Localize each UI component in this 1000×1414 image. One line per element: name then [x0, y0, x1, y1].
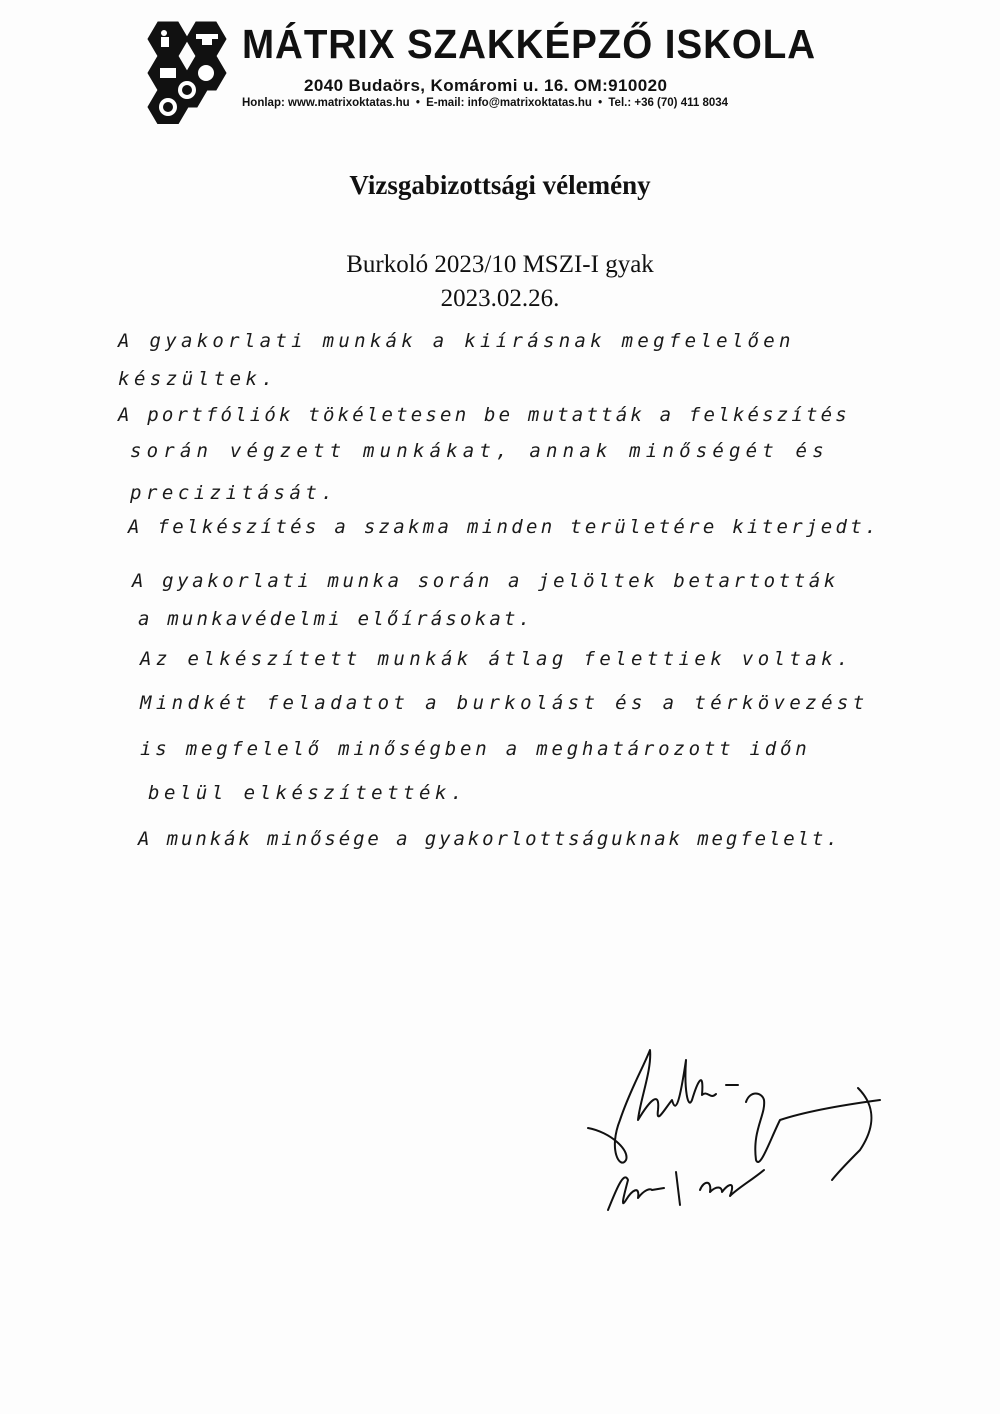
contact-line	[242, 97, 728, 109]
document-subtitle	[0, 248, 1000, 316]
phone-text: Tel.: +36 (70) 411 8034	[608, 97, 729, 109]
letterhead	[134, 20, 874, 130]
email-text: E-mail: info@matrixoktatas.hu	[426, 97, 592, 109]
handwritten-signature-icon	[580, 1040, 920, 1230]
handwritten-line: precizitását.	[130, 482, 338, 504]
handwritten-line: belül elkészítették.	[148, 782, 467, 804]
handwritten-line: is megfelelő minőségben a meghatározott időn	[140, 738, 811, 760]
handwritten-line: Az elkészített munkák átlag felettiek voltak.	[140, 648, 853, 670]
handwritten-line: A gyakorlati munkák a kiírásnak megfelelően	[118, 330, 795, 352]
handwritten-line: A munkák minősége a gyakorlottságuknak megfelelt.	[138, 828, 841, 850]
website-text: Honlap: www.matrixoktatas.hu	[242, 97, 410, 109]
date-line: 2023.02.26.	[440, 285, 560, 312]
school-name: MÁTRIX SZAKKÉPZŐ ISKOLA	[242, 21, 817, 67]
separator: •	[415, 97, 420, 109]
handwritten-line: a munkavédelmi előírásokat.	[138, 608, 534, 630]
handwritten-line: A felkészítés a szakma minden területére kiterjedt.	[128, 516, 880, 538]
document-title: Vizsgabizottsági vélemény	[349, 170, 651, 200]
handwritten-line: során végzett munkákat, annak minőségét és	[130, 440, 829, 462]
handwritten-line: A gyakorlati munka során a jelöltek betartották	[132, 570, 839, 592]
handwritten-line: A portfóliók tökéletesen be mutatták a felkészítés	[118, 404, 850, 426]
course-line: Burkoló 2023/10 MSZI-I gyak	[346, 251, 654, 278]
handwritten-line: készültek.	[118, 368, 278, 390]
school-address: 2040 Budaörs, Komáromi u. 16. OM:910020	[304, 76, 668, 95]
separator: •	[598, 97, 603, 109]
hexagon-cluster-logo-icon	[134, 20, 234, 124]
handwritten-line: Mindkét feladatot a burkolást és a térkövezést	[140, 692, 869, 714]
